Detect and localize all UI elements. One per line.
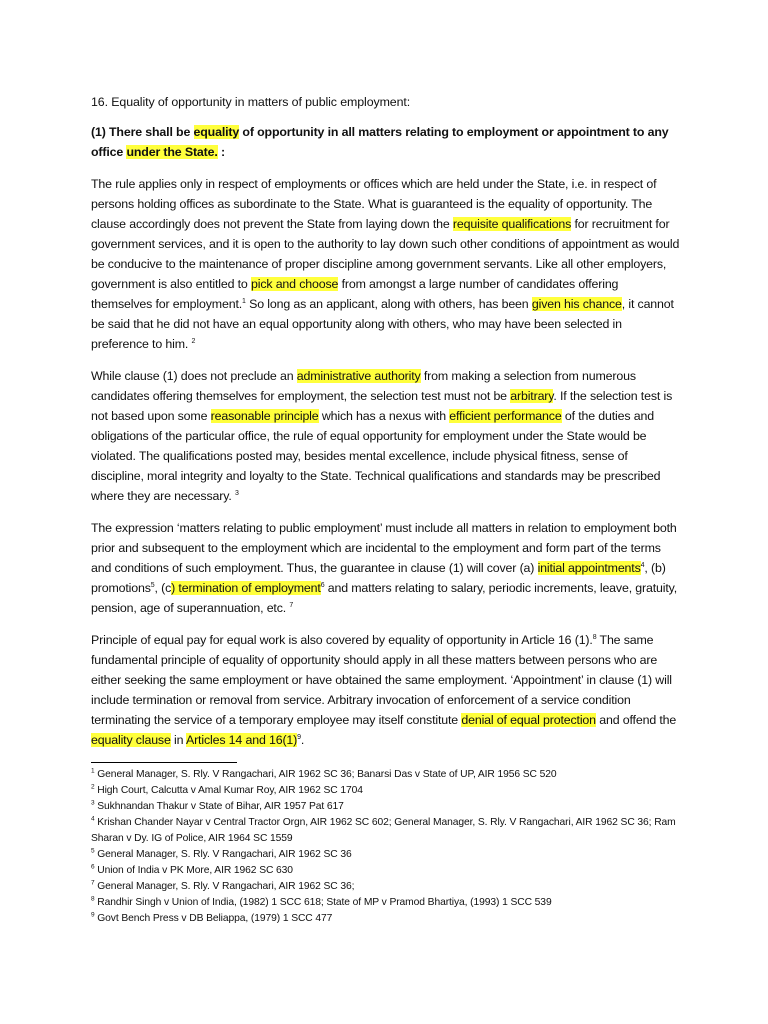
text-run: in — [170, 733, 186, 747]
highlighted-text: denial of equal protection — [461, 713, 596, 727]
footnote — [91, 767, 681, 783]
footnote-ref: 7 — [289, 601, 294, 609]
text-run: , it cannot be said that he did not have an equal opportunity along with others, who may have been selected in preference to him. — [91, 297, 674, 351]
footnote-number: 7 — [91, 879, 95, 887]
highlighted-text: Articles 14 and 16(1) — [185, 733, 298, 747]
footnote-number: 1 — [91, 767, 95, 775]
text-run: of opportunity in all matters relating to employment or appointment to any office — [91, 125, 669, 159]
footnote-separator — [91, 762, 237, 763]
footnote-number: 4 — [91, 815, 95, 823]
text-run: , (c — [154, 581, 172, 595]
footnote-text: General Manager, S. Rly. V Rangachari, AIR 1962 SC 36; — [94, 881, 355, 892]
highlighted-text: ) termination of employment — [171, 581, 321, 595]
text-run: . If the selection test is not based upon some — [91, 389, 673, 423]
footnote-number: 2 — [91, 783, 95, 791]
article-heading: 16. Equality of opportunity in matters of public employment: — [91, 95, 411, 109]
footnote — [91, 863, 681, 879]
footnote-ref: 3 — [234, 489, 239, 497]
highlighted-text: arbitrary — [510, 389, 554, 403]
paragraph — [91, 630, 681, 750]
footnote-number: 8 — [91, 895, 95, 903]
text-run: . — [300, 733, 305, 747]
footnotes — [91, 767, 681, 927]
text-run: from amongst a large number of candidates offering themselves for employment. — [91, 277, 619, 311]
footnote — [91, 783, 681, 799]
text-run: from making a selection from numerous candidates offering themselves for employment, the selection test must not be — [91, 369, 636, 403]
footnote-text: High Court, Calcutta v Amal Kumar Roy, AIR 1962 SC 1704 — [94, 785, 363, 796]
highlighted-text: administrative authority — [296, 369, 421, 383]
paragraph — [91, 366, 681, 506]
footnote — [91, 895, 681, 911]
text-run: for recruitment for government services, and it is open to the authority to lay down such other conditions of appointment as would be conducive to the maintenance of proper discipline among government servants. Like all other employers, government is also entitled to — [91, 217, 680, 291]
highlighted-text: given his chance — [531, 297, 622, 311]
highlighted-text: initial appointments — [537, 561, 641, 575]
text-run: So long as an applicant, along with others, has been — [245, 297, 532, 311]
footnote-text: Sukhnandan Thakur v State of Bihar, AIR 1957 Pat 617 — [94, 801, 344, 812]
footnote-number: 6 — [91, 863, 95, 871]
text-run: The rule applies only in respect of employments or offices which are held under the State, i.e. in respect of persons holding offices as subordinate to the State. What is guaranteed is the equality of opportunity. The clause accordingly does not prevent the State from laying down the — [91, 177, 657, 231]
footnote-text: Union of India v PK More, AIR 1962 SC 630 — [94, 865, 293, 876]
paragraph — [91, 174, 681, 354]
footnote-text: Govt Bench Press v DB Beliappa, (1979) 1 SCC 477 — [94, 913, 333, 924]
footnote — [91, 815, 681, 847]
highlighted-text: efficient performance — [449, 409, 562, 423]
footnote-text: Krishan Chander Nayar v Central Tractor Orgn, AIR 1962 SC 602; General Manager, S. Rly. V Rangachari, AIR 1962 SC 36; Ram Sharan v Dy. IG of Police, AIR 1964 SC 1559 — [91, 817, 676, 844]
footnote-ref: 9 — [297, 733, 301, 741]
footnote-number: 3 — [91, 799, 95, 807]
text-run: and offend the — [595, 713, 677, 727]
clause-1 — [91, 122, 681, 162]
footnote-ref: 1 — [242, 297, 246, 305]
text-run: Principle of equal pay for equal work is also covered by equality of opportunity in Article 16 (1). — [91, 633, 593, 647]
text-run: The expression ‘matters relating to public employment’ must include all matters in relation to employment both prior and subsequent to the employment which are incidental to the employment and form part of the terms and conditions of such employment. Thus, the guarantee in clause (1) will cover (a) — [91, 521, 677, 575]
document-body — [91, 92, 681, 927]
text-run: , (b) promotions — [91, 561, 666, 595]
highlighted-text: requisite qualifications — [452, 217, 572, 231]
text-run: While clause (1) does not preclude an — [91, 369, 297, 383]
footnote-ref: 6 — [320, 581, 325, 589]
footnote-number: 5 — [91, 847, 95, 855]
highlighted-text: equality clause — [91, 733, 171, 747]
highlighted-text: reasonable principle — [210, 409, 319, 423]
text-run: which has a nexus with — [318, 409, 450, 423]
footnote-ref: 8 — [592, 633, 597, 641]
footnote — [91, 847, 681, 863]
footnote-ref: 4 — [640, 561, 645, 569]
footnote-text: General Manager, S. Rly. V Rangachari, AIR 1962 SC 36; Banarsi Das v State of UP, AIR 1956 SC 520 — [94, 769, 557, 780]
text-run: The same fundamental principle of equality of opportunity should apply in all these matters between persons who are either seeking the same employment or have obtained the same employment. ‘Appointment’ in clause (1) will include termination or removal from service. Arbitrary invocation of enforcement of a service condition terminating the service of a temporary employee may itself constitute — [91, 633, 672, 727]
paragraph — [91, 518, 681, 618]
footnote — [91, 799, 681, 815]
footnote-text: General Manager, S. Rly. V Rangachari, AIR 1962 SC 36 — [94, 849, 352, 860]
highlighted-text: under the State. — [126, 145, 218, 159]
text-run: of the duties and obligations of the particular office, the rule of equal opportunity for employment under the State would be violated. The qualifications posted may, besides mental excellence, include physical fitness, sense of discipline, moral integrity and loyalty to the State. Technical qualifications and standards may be prescribed where they are necessary. — [91, 409, 661, 503]
footnote-ref: 5 — [150, 581, 155, 589]
text-run: (1) There shall be — [91, 125, 194, 139]
footnote — [91, 879, 681, 895]
footnote-ref: 2 — [191, 337, 196, 345]
footnote — [91, 911, 681, 927]
footnote-text: Randhir Singh v Union of India, (1982) 1 SCC 618; State of MP v Pramod Bhartiya, (1993) 1 SCC 539 — [94, 897, 552, 908]
highlighted-text: pick and choose — [250, 277, 339, 291]
footnote-number: 9 — [91, 911, 95, 919]
highlighted-text: equality — [193, 125, 240, 139]
text-run: : — [217, 145, 225, 159]
text-run: and matters relating to salary, periodic increments, leave, gratuity, pension, age of superannuation, etc. — [91, 581, 678, 615]
